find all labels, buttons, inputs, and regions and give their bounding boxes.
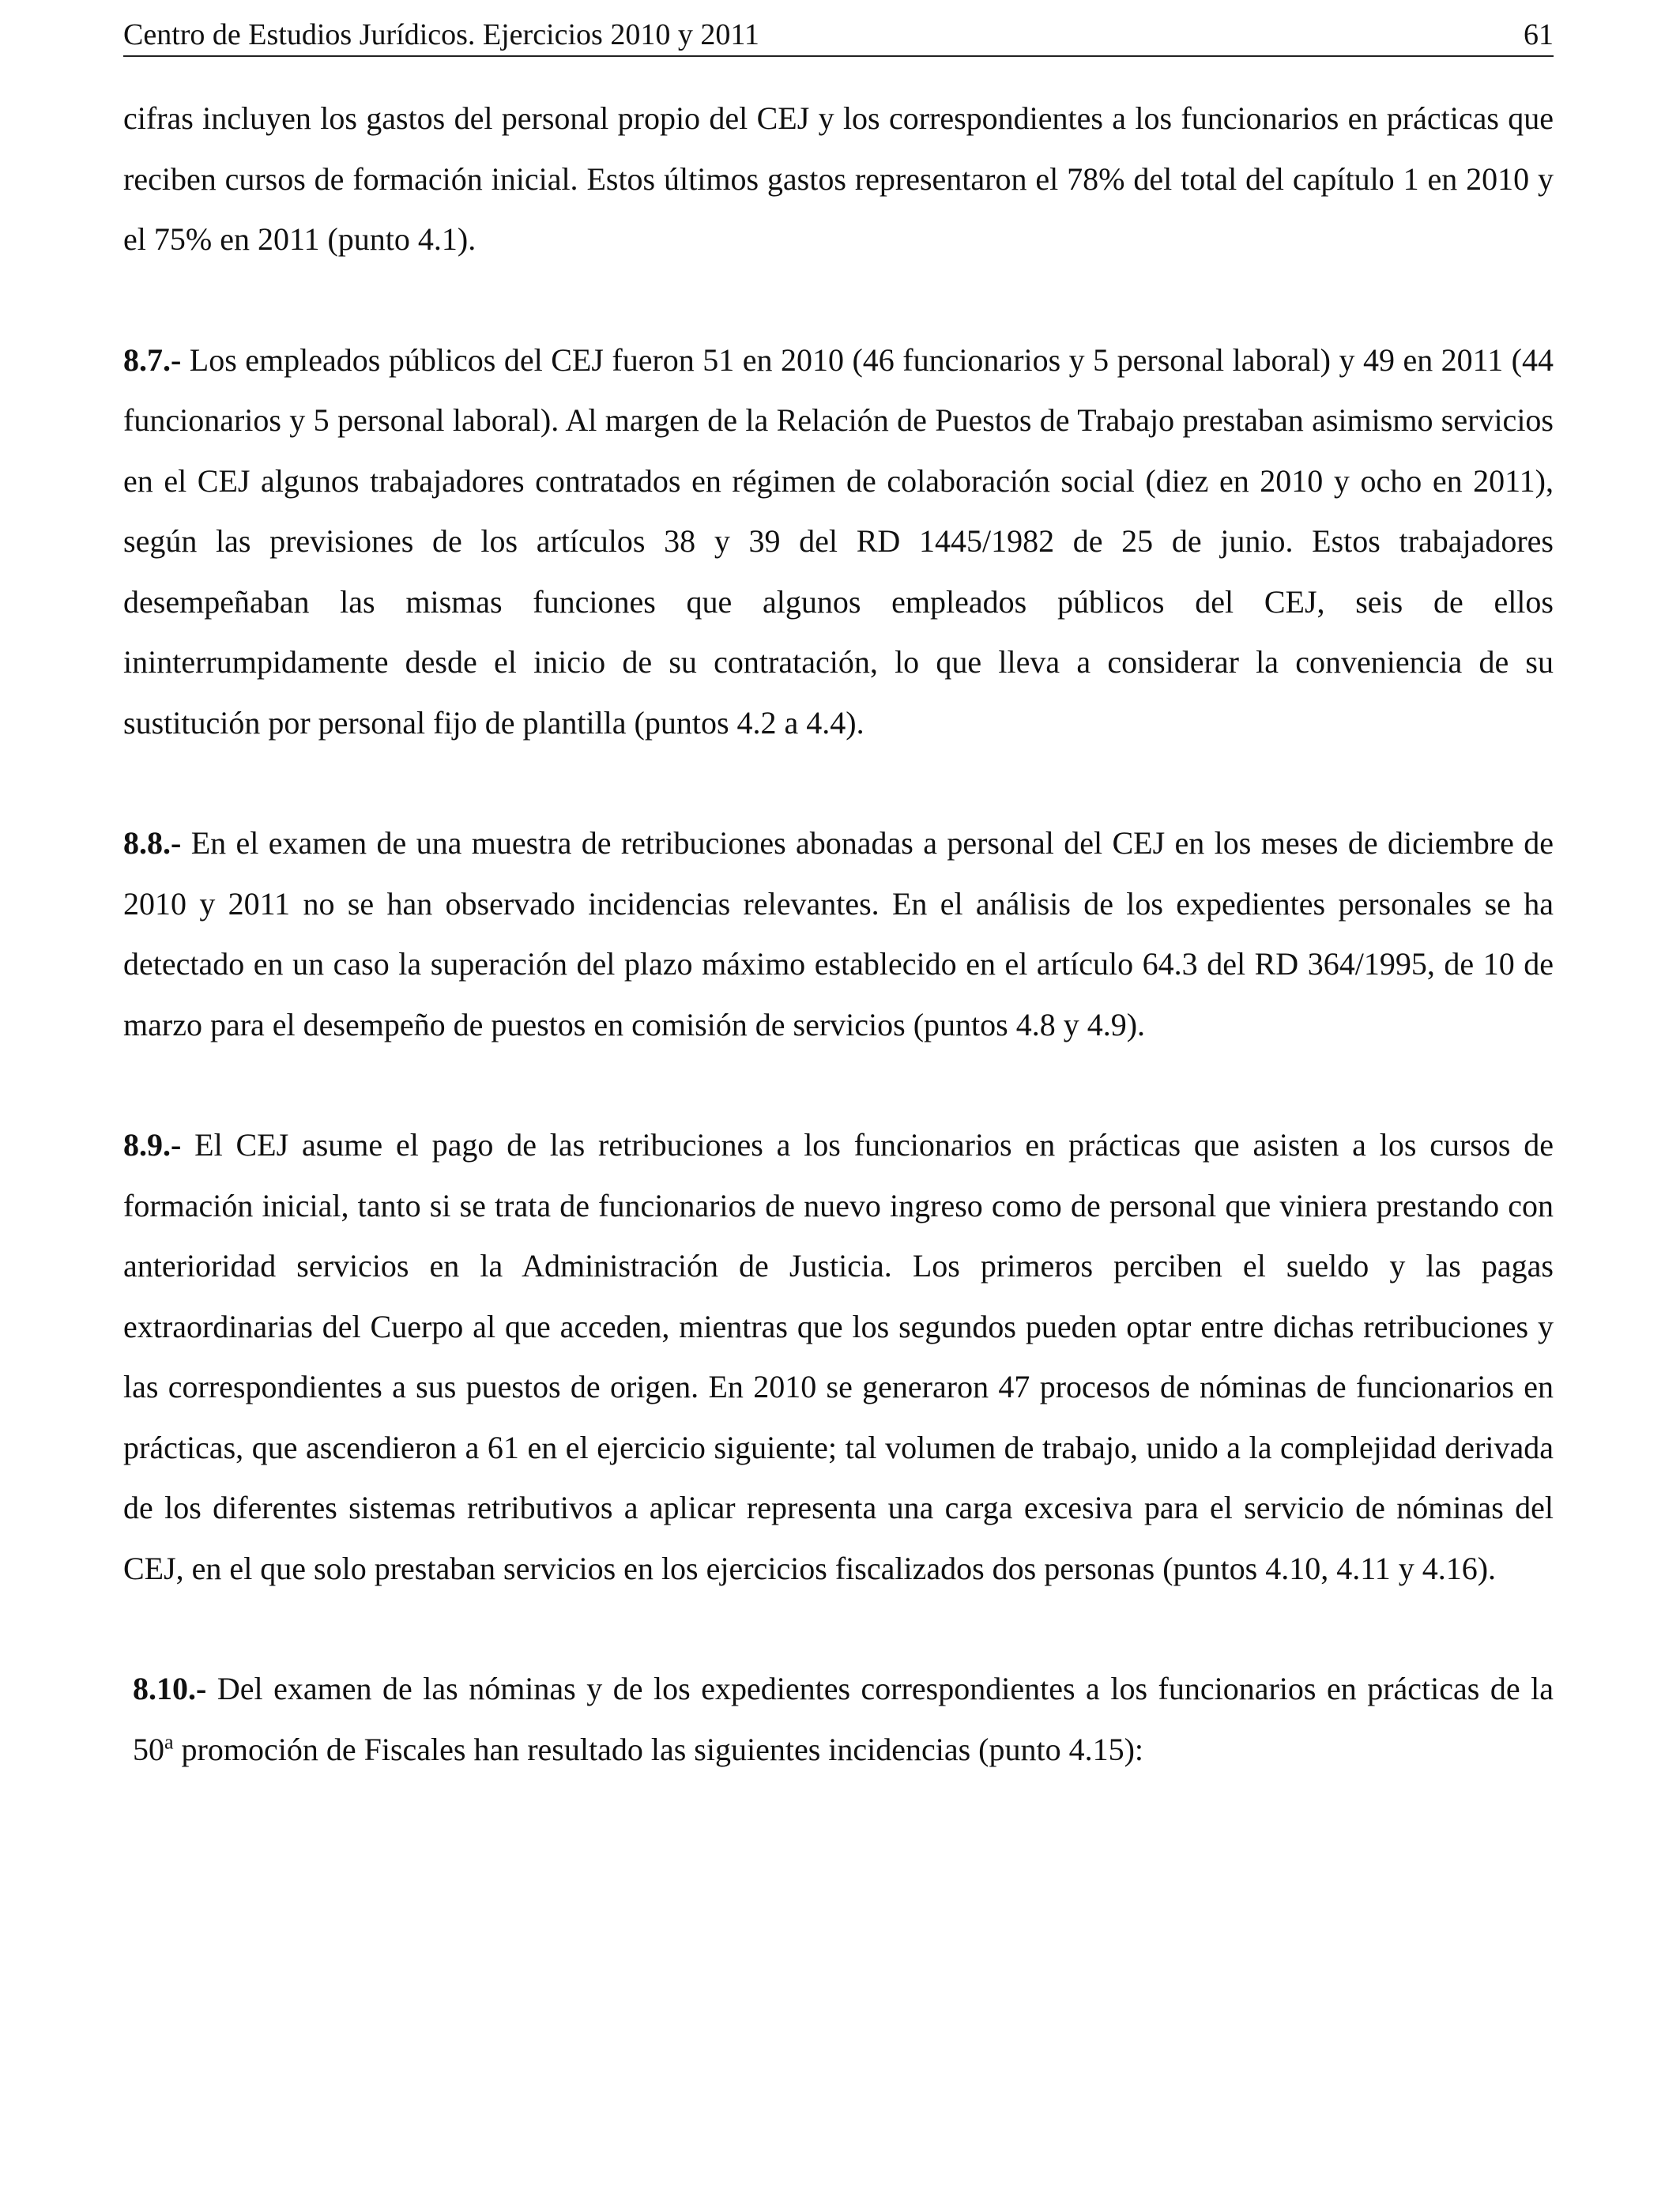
paragraph-continuation — [123, 89, 1554, 270]
document-body — [123, 89, 1554, 1780]
paragraph-text: En el examen de una muestra de retribuciones abonadas a personal del CEJ en los meses de diciembre de 2010 y 2011 no se han observado incidencias relevantes. En el análisis de los expedientes personales se ha detectado en un caso la superación del plazo máximo establecido en el artículo 64.3 del RD 364/1995, de 10 de marzo para el desempeño de puestos en comisión de servicios (puntos 4.8 y 4.9). — [123, 825, 1554, 1042]
paragraph-8-8 — [123, 813, 1554, 1055]
paragraph-8-10 — [123, 1659, 1554, 1780]
paragraph-number: 8.10.- — [133, 1671, 207, 1706]
paragraph-text: cifras incluyen los gastos del personal propio del CEJ y los correspondientes a los funcionarios en prácticas que reciben cursos de formación inicial. Estos últimos gastos representaron el 78% del total del capítulo 1 en 2010 y el 75% en 2011 (punto 4.1). — [123, 100, 1554, 257]
page-header — [123, 14, 1554, 57]
paragraph-number: 8.8.- — [123, 825, 182, 861]
page-number: 61 — [1524, 18, 1554, 51]
paragraph-number: 8.9.- — [123, 1127, 182, 1163]
paragraph-text: El CEJ asume el pago de las retribuciones a los funcionarios en prácticas que asisten a los cursos de formación inicial, tanto si se trata de funcionarios de nuevo ingreso como de personal que viniera prestando con anterioridad servicios en la Administración de Justicia. Los primeros perciben el sueldo y las pagas extraordinarias del Cuerpo al que acceden, mientras que los segundos pueden optar entre dichas retribuciones y las correspondientes a sus puestos de origen. En 2010 se generaron 47 procesos de nóminas de funcionarios en prácticas, que ascendieron a 61 en el ejercicio siguiente; tal volumen de trabajo, unido a la complejidad derivada de los diferentes sistemas retributivos a aplicar representa una carga excesiva para el servicio de nóminas del CEJ, en el que solo prestaban servicios en los ejercicios fiscalizados dos personas (puntos 4.10, 4.11 y 4.16). — [123, 1127, 1554, 1586]
paragraph-8-9 — [123, 1115, 1554, 1599]
paragraph-number: 8.7.- — [123, 341, 182, 378]
paragraph-8-7 — [123, 330, 1554, 754]
paragraph-text: Los empleados públicos del CEJ fueron 51 en 2010 (46 funcionarios y 5 personal laboral) y 49 en 2011 (44 funcionarios y 5 personal laboral). Al margen de la Relación de Puestos de Trabajo prestaban asimismo servicios en el CEJ algunos trabajadores contratados en régimen de colaboración social (diez en 2010 y ocho en 2011), según las previsiones de los artículos 38 y 39 del RD 1445/1982 de 25 de junio. Estos trabajadores desempeñaban las mismas funciones que algunos empleados públicos del CEJ, seis de ellos ininterrumpidamente desde el inicio de su contratación, lo que lleva a considerar la conveniencia de su sustitución por personal fijo de plantilla (puntos 4.2 a 4.4). — [123, 341, 1554, 741]
header-title: Centro de Estudios Jurídicos. Ejercicios 2010 y 2011 — [123, 18, 759, 51]
paragraph-text-before: Del examen de las nóminas y de los expedientes correspondientes a los funcionarios en prácticas de la 50 — [133, 1671, 1554, 1767]
ordinal-superscript: a — [164, 1730, 174, 1754]
paragraph-text-after: promoción de Fiscales han resultado las siguientes incidencias (punto 4.15): — [173, 1731, 1144, 1767]
